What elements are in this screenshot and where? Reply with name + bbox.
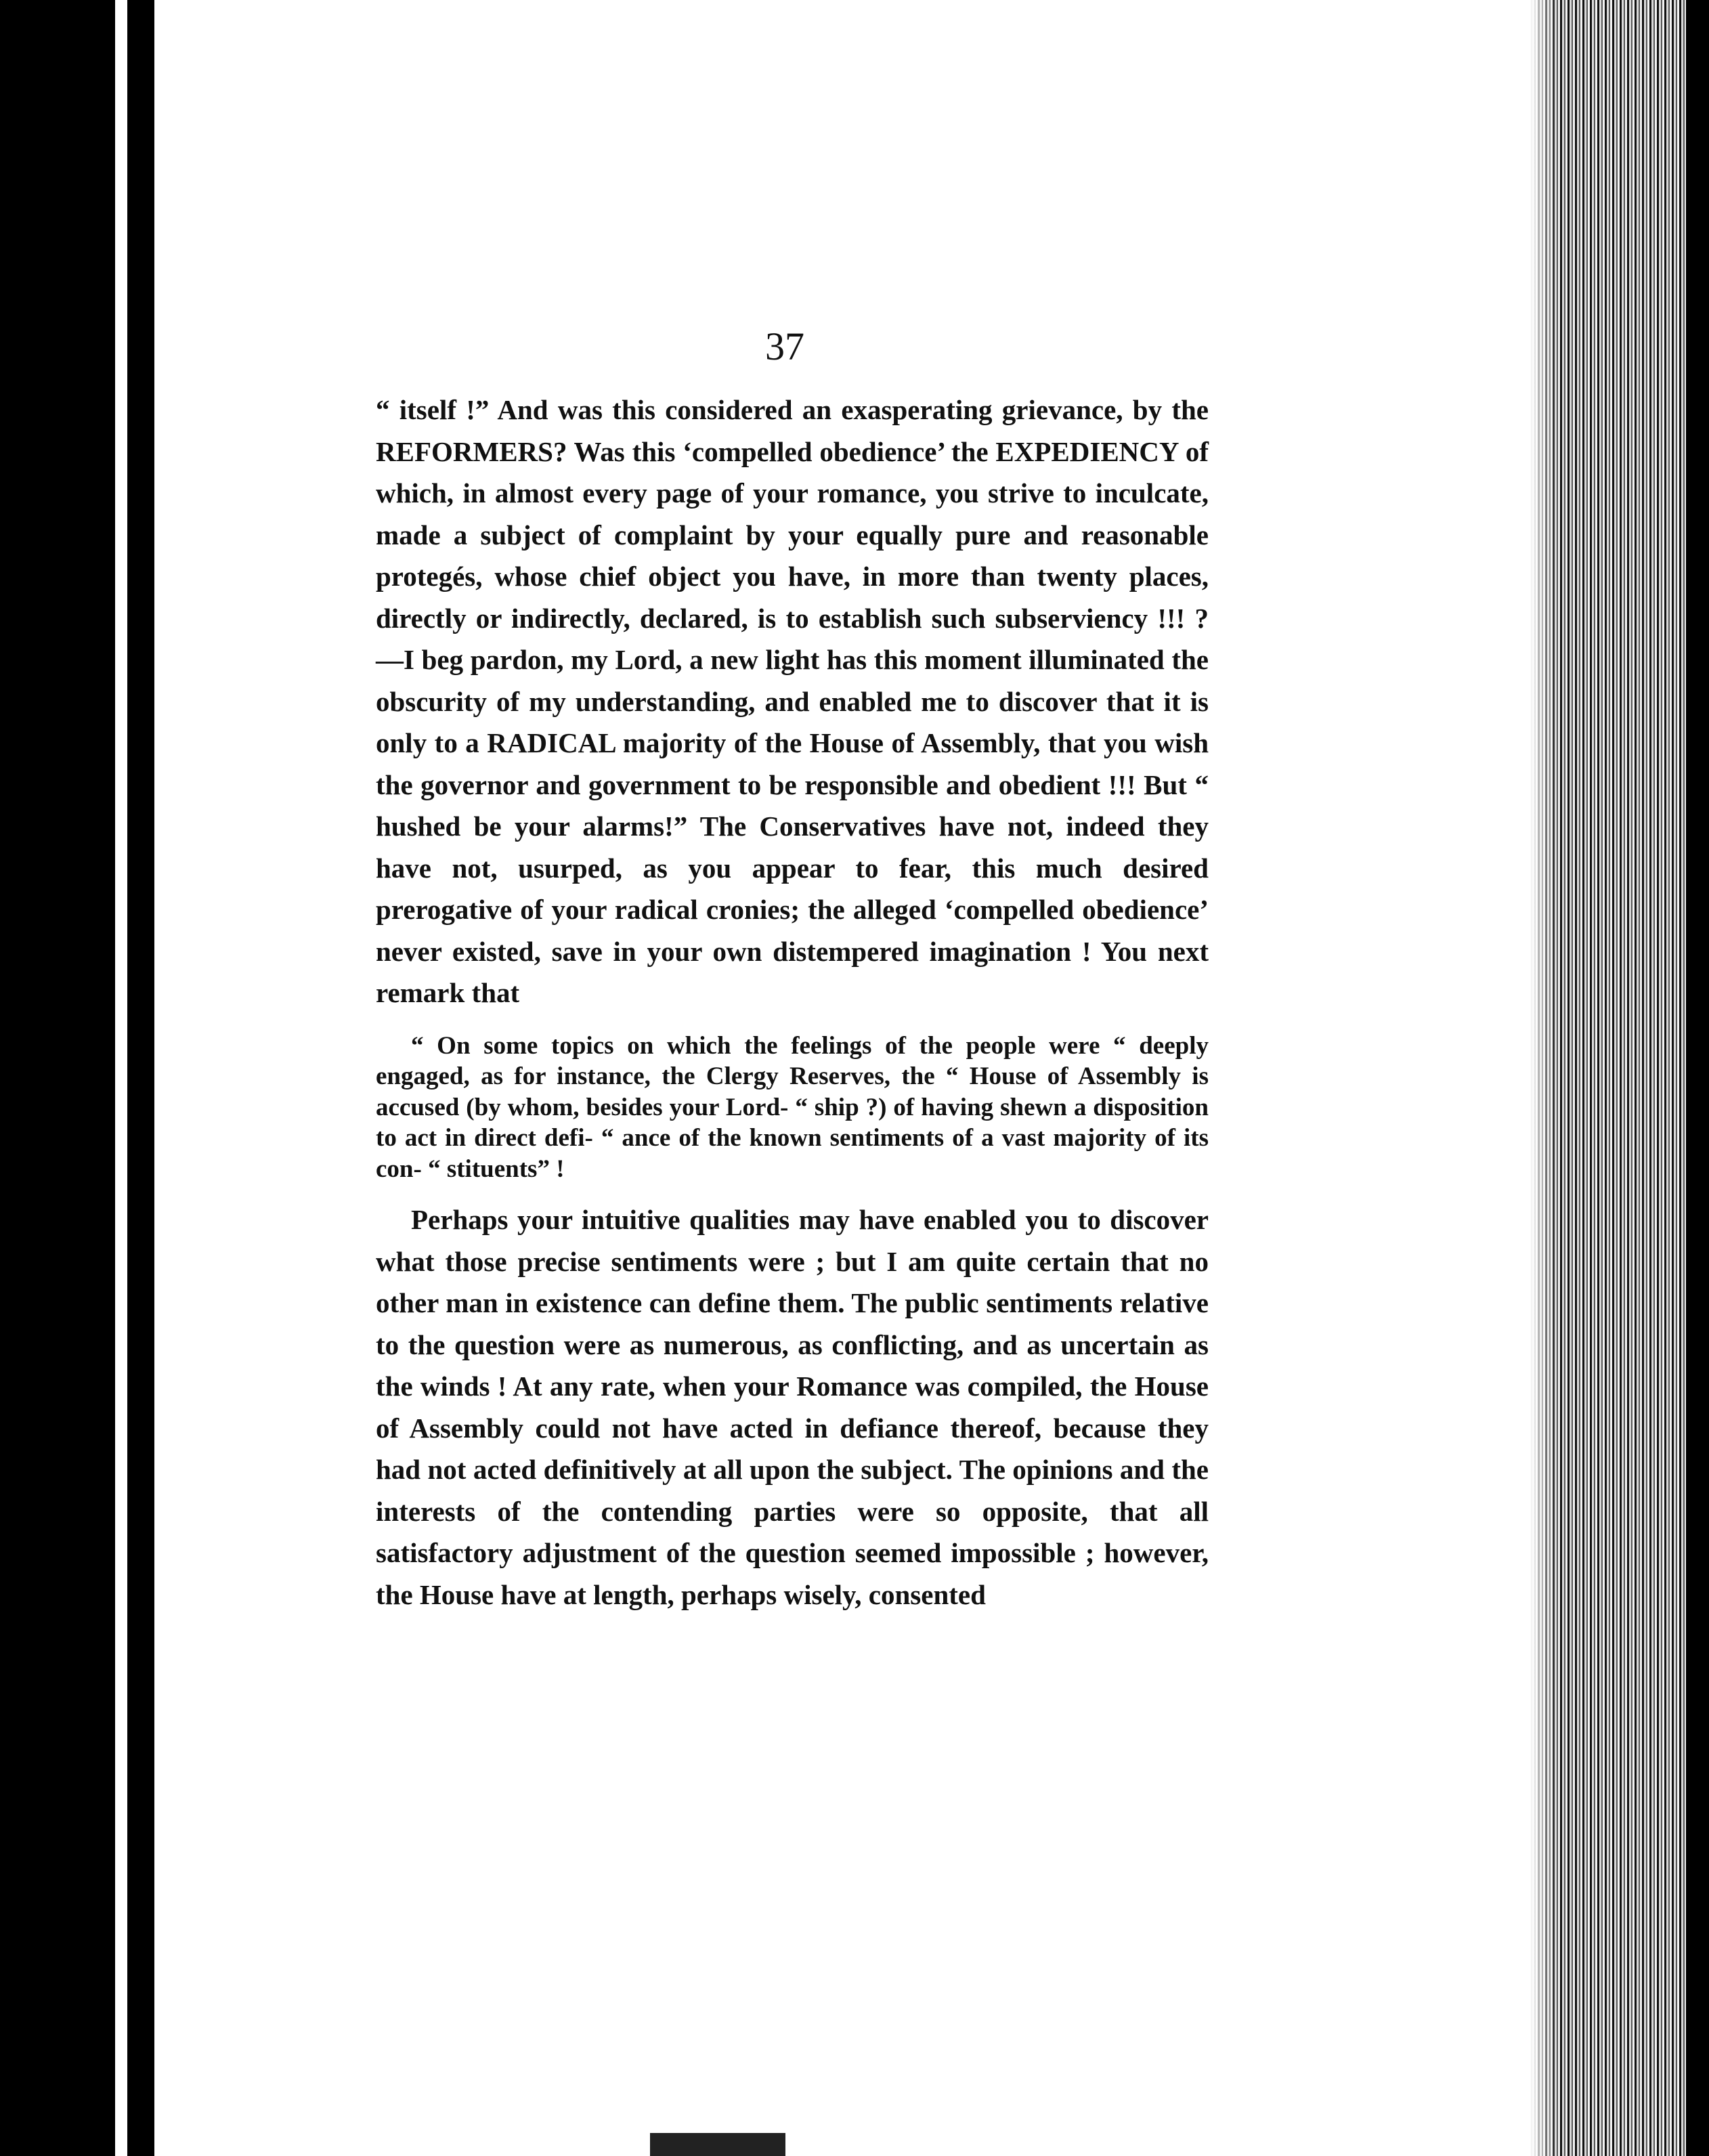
- paragraph-2: Perhaps your intuitive qualities may have enabled you to discover what those precise sentiments were ; but I am quite certain that no other man in existence can define them. The public sentiments relative to the question were as numerous, as conflicting, and as uncertain as the winds ! At any rate, when your Romance was compiled, the House of Assembly could not have acted in defiance thereof, because they had not acted definitively at all upon the subject. The opinions and the interests of the contending parties were so opposite, that all satisfactory adjustment of the question seemed impossible ; however, the House have at length, perhaps wisely, consented: [376, 1204, 1209, 1610]
- quoted-passage: “ On some topics on which the feelings of the people were “ deeply engaged, as for instance, the Clergy Reserves, the “ House of Assembly is accused (by whom, besides your Lord- “ ship ?) of having shewn a disposition to act in direct defi- “ ance of the known sentiments of a vast majority of its con- “ stituents” !: [376, 1031, 1209, 1183]
- paragraph-1: “ itself !” And was this considered an exasperating grievance, by the REFORMERS? Was this ‘compelled obedience’ the EXPEDIENCY of which, in almost every page of your romance, you strive to inculcate, made a subject of complaint by your equally pure and reasonable protegés, whose chief object you have, in more than twenty places, directly or indirectly, declared, is to establish such subserviency !!! ?—I beg pardon, my Lord, a new light has this moment illuminated the obscurity of my understanding, and enabled me to discover that it is only to a RADICAL majority of the House of Assembly, that you wish the governor and government to be responsible and obedient !!! But “ hushed be your alarms!” The Conservatives have not, indeed they have not, usurped, as you appear to fear, this much desired prerogative of your radical cronies; the alleged ‘compelled obedience’ never existed, save in your own distempered imagination ! You next remark that: [376, 394, 1209, 1008]
- book-page-edges: [1530, 0, 1709, 2156]
- scan-bottom-shadow: [650, 2133, 785, 2156]
- previous-page-edge: [115, 0, 127, 2156]
- body-text: [376, 389, 1209, 1616]
- scan-right-border: [1686, 0, 1709, 2156]
- page-number: 37: [765, 324, 804, 368]
